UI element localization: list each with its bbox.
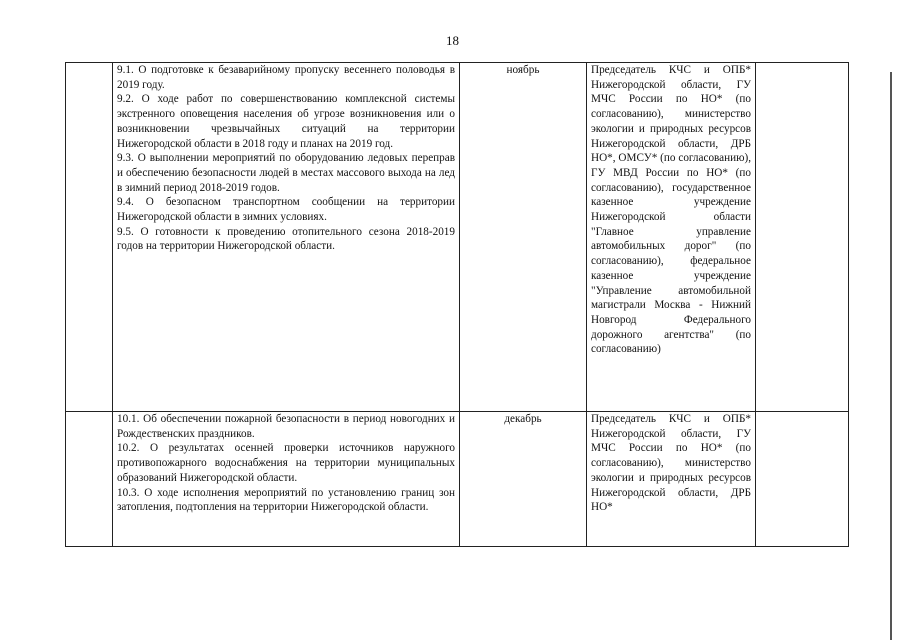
number-cell (66, 63, 113, 412)
scan-edge-line (890, 72, 892, 640)
responsible-cell: Председатель КЧС и ОПБ* Нижегородской области, ГУ МЧС России по НО* (по согласованию), министерство экологии и природных ресурсов Нижегородской области, ДРБ НО* (587, 412, 756, 547)
month-cell: декабрь (460, 412, 587, 547)
topic-item: 9.5. О готовности к проведению отопительного сезона 2018-2019 годов на территории Нижегородской области. (117, 225, 455, 253)
topic-item: 10.2. О результатах осенней проверки источников наружного противопожарного водоснабжения на территории муниципальных образований Нижегородской области. (117, 442, 455, 484)
topic-item: 10.3. О ходе исполнения мероприятий по установлению границ зон затопления, подтопления на территории Нижегородской области. (117, 486, 455, 514)
topic-item: 9.2. О ходе работ по совершенствованию комплексной системы экстренного оповещения населения об угрозе возникновения или о возникновении чрезвычайных ситуаций на территории Нижегородской области в 2018 году и планах на 2019 год. (117, 93, 455, 150)
topic-item: 9.1. О подготовке к безаварийному пропуску весеннего половодья в 2019 году. (117, 64, 455, 91)
topic-item: 10.1. Об обеспечении пожарной безопасности в период новогодних и Рождественских праздников. (117, 413, 455, 440)
table-row (66, 412, 849, 547)
responsible-cell: Председатель КЧС и ОПБ* Нижегородской области, ГУ МЧС России по НО* (по согласованию), министерство экологии и природных ресурсов Нижегородской области, ДРБ НО*, ОМСУ* (по согласованию), ГУ МВД России по НО* (по согласованию), государственное казенное учреждение Нижегородской области "Главное управление автомобильных дорог" (по согласованию), федеральное казенное учреждение "Управление автомобильной магистрали Москва - Нижний Новгород Федерального дорожного агентства" (по согласованию) (587, 63, 756, 412)
topic-item: 9.3. О выполнении мероприятий по оборудованию ледовых переправ и обеспечению безопасности людей в местах массового выхода на лед в зимний период 2018-2019 годов. (117, 152, 455, 194)
topics-cell (113, 63, 460, 412)
notes-cell (756, 63, 849, 412)
number-cell (66, 412, 113, 547)
month-cell: ноябрь (460, 63, 587, 412)
topics-cell (113, 412, 460, 547)
topic-item: 9.4. О безопасном транспортном сообщении на территории Нижегородской области в зимних условиях. (117, 196, 455, 224)
notes-cell (756, 412, 849, 547)
plan-table (65, 62, 849, 547)
page-number: 18 (446, 33, 459, 48)
table-row (66, 63, 849, 412)
